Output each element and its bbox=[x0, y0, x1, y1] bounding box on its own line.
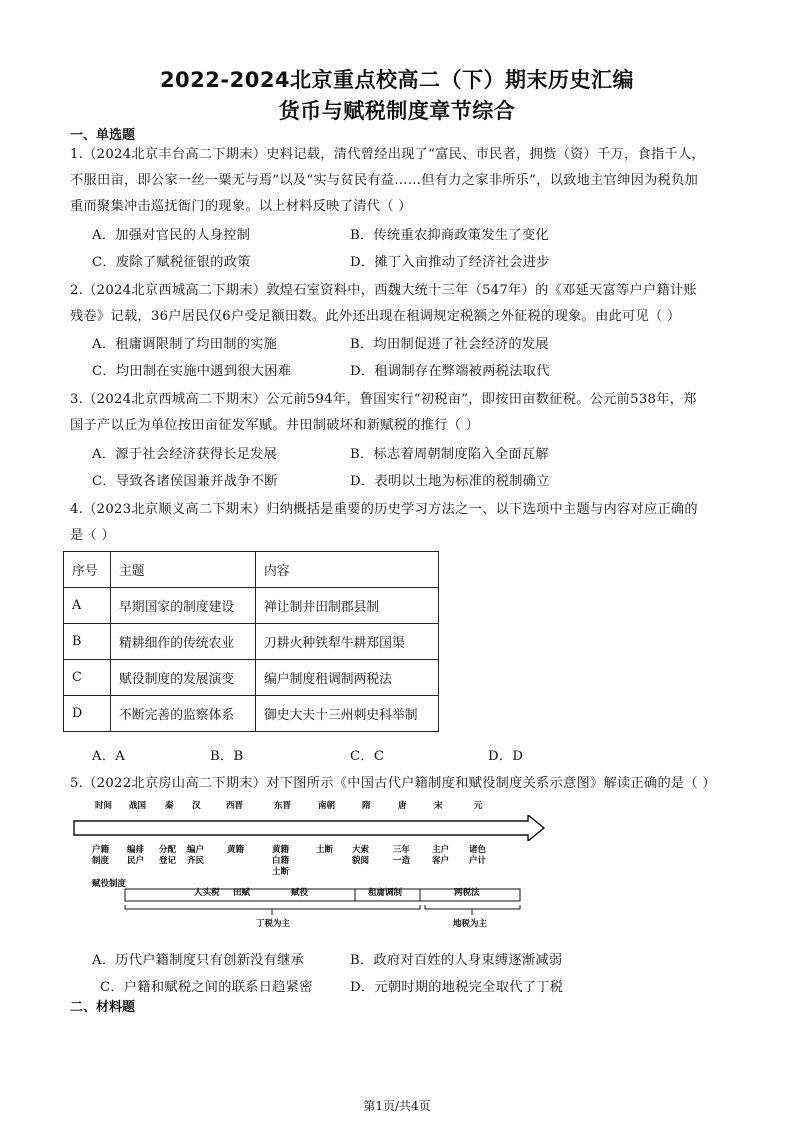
table-cell: C bbox=[64, 660, 111, 696]
diagram-brace-label-left: 丁税为主 bbox=[256, 919, 291, 929]
q3-stem-line1: 3.（2024北京西城高二下期末）公元前594年，鲁国实行“初税亩”，即按田亩数征税。公元前538年，郑 bbox=[70, 392, 697, 407]
table-row bbox=[64, 696, 439, 732]
table-cell: D bbox=[64, 696, 111, 732]
table-cell: 早期国家的制度建设 bbox=[111, 588, 256, 624]
q5-option-c: C．户籍和赋税之间的联系日趋紧密 bbox=[100, 980, 313, 995]
household-tax-diagram bbox=[70, 795, 550, 945]
table-cell: 不断完善的监察体系 bbox=[111, 696, 256, 732]
table-header-row bbox=[64, 552, 439, 588]
table-cell: B bbox=[64, 624, 111, 660]
q5-stem-line1: 5.（2022北京房山高二下期末）对下图所示《中国古代户籍制度和赋役制度关系示意图》解读正确的是（ ） bbox=[70, 776, 716, 791]
diagram-tax-item: 人头税 bbox=[194, 888, 220, 898]
q4-option-a: A．A bbox=[92, 749, 126, 764]
table-cell: 刀耕火种铁犁牛耕郑国渠 bbox=[256, 624, 439, 660]
diagram-era-label: 东晋 bbox=[274, 801, 292, 811]
diagram-tax-item: 赋役 bbox=[291, 888, 309, 898]
q4-option-d: D．D bbox=[488, 749, 524, 764]
diagram-household-label: 大索 貌阅 bbox=[352, 845, 370, 866]
q3-option-b: B．标志着周朝制度陷入全面瓦解 bbox=[350, 447, 549, 462]
diagram-household-label: 户籍 制度 bbox=[92, 845, 110, 866]
diagram-household-label: 土断 bbox=[316, 845, 334, 855]
diagram-era-label: 唐 bbox=[398, 801, 407, 811]
q1-option-c: C．废除了赋税征银的政策 bbox=[92, 255, 251, 270]
diagram-era-label: 汉 bbox=[192, 801, 201, 811]
q4-option-c: C．C bbox=[350, 749, 385, 764]
diagram-tax-item: 两税法 bbox=[454, 888, 480, 898]
q1-stem-line2: 不服田亩，即公家一丝一粟无与焉”以及“实与贫民有益……但有力之家非所乐”，以致地主官绅因为税负加 bbox=[70, 173, 699, 188]
q3-option-c: C．导致各诸侯国兼并战争不断 bbox=[92, 474, 278, 489]
document-subtitle: 货币与赋税制度章节综合 bbox=[278, 99, 516, 123]
table-header-cell: 主题 bbox=[111, 552, 256, 588]
table-cell: 禅让制井田制郡县制 bbox=[256, 588, 439, 624]
q5-option-d: D．元朝时期的地税完全取代了丁税 bbox=[350, 980, 564, 995]
diagram-household-label: 黄籍 bbox=[227, 845, 245, 855]
q5-option-a: A．历代户籍制度只有创新没有继承 bbox=[92, 953, 305, 968]
diagram-era-label: 西晋 bbox=[226, 801, 244, 811]
q1-option-b: B．传统重农抑商政策发生了变化 bbox=[350, 228, 549, 243]
diagram-household-label: 三年 一造 bbox=[393, 845, 411, 866]
q1-stem-line3: 重而聚集冲击巡抚衙门的现象。以上材料反映了清代（ ） bbox=[70, 199, 412, 214]
diagram-household-label: 编排 民户 bbox=[127, 845, 145, 866]
q4-table bbox=[63, 551, 439, 732]
q1-option-a: A．加强对官民的人身控制 bbox=[92, 228, 251, 243]
q3-option-a: A．源于社会经济获得长足发展 bbox=[92, 447, 278, 462]
q1-stem-line1: 1.（2024北京丰台高二下期末）史料记载，清代曾经出现了“富民、市民者，拥赀（资）千万，食指千人， bbox=[70, 147, 705, 162]
q1-option-d: D．摊丁入亩推动了经济社会进步 bbox=[350, 255, 550, 270]
q3-stem-line2: 国子产以丘为单位按田亩征发军赋。井田制破坏和新赋税的推行（ ） bbox=[70, 418, 480, 433]
table-row bbox=[64, 624, 439, 660]
diagram-household-label: 主户 客户 bbox=[432, 845, 450, 866]
diagram-era-label: 战国 bbox=[129, 801, 147, 811]
document-title: 2022-2024北京重点校高二（下）期末历史汇编 bbox=[159, 68, 635, 92]
table-cell: 编户制度租调制两税法 bbox=[256, 660, 439, 696]
diagram-era-label: 南朝 bbox=[318, 801, 336, 811]
q2-option-a: A．租庸调限制了均田制的实施 bbox=[92, 337, 278, 352]
diagram-household-label: 诸色 户计 bbox=[469, 845, 487, 866]
q4-stem-line1: 4.（2023北京顺义高二下期末）归纳概括是重要的历史学习方法之一、以下选项中主题与内容对应正确的 bbox=[70, 502, 698, 517]
q2-option-b: B．均田制促进了社会经济的发展 bbox=[350, 337, 549, 352]
diagram-era-label: 时间 bbox=[95, 801, 113, 811]
table-header-cell: 序号 bbox=[64, 552, 111, 588]
q3-option-d: D．表明以土地为标准的税制确立 bbox=[350, 474, 550, 489]
q2-option-d: D．租调制存在弊端被两税法取代 bbox=[350, 364, 550, 379]
diagram-tax-item: 租庸调制 bbox=[368, 888, 403, 898]
q2-stem-line1: 2.（2024北京西城高二下期末）敦煌石室资料中，西魏大统十三年（547年）的《邓延天富等户户籍计账 bbox=[70, 283, 697, 298]
table-row bbox=[64, 588, 439, 624]
table-cell: 精耕细作的传统农业 bbox=[111, 624, 256, 660]
diagram-tax-item: 田赋 bbox=[233, 888, 251, 898]
table-cell: 赋役制度的发展演变 bbox=[111, 660, 256, 696]
section-heading-material: 二、材料题 bbox=[70, 1000, 136, 1015]
table-header-cell: 内容 bbox=[256, 552, 439, 588]
diagram-brace-label-right: 地税为主 bbox=[453, 919, 488, 929]
diagram-era-label: 隋 bbox=[362, 801, 371, 811]
diagram-era-label: 元 bbox=[474, 801, 483, 811]
diagram-household-label: 黄籍 白籍 土断 bbox=[272, 845, 290, 877]
table-cell: 御史大夫十三州刺史科举制 bbox=[256, 696, 439, 732]
timeline-arrow bbox=[70, 815, 550, 841]
q2-option-c: C．均田制在实施中遇到很大困难 bbox=[92, 364, 292, 379]
q2-stem-line2: 残卷》记载，36户居民仅6户受足额田数。此外还出现在租调规定税额之外征税的现象。由此可见（ ） bbox=[70, 309, 681, 324]
diagram-household-label: 编户 齐民 bbox=[187, 845, 205, 866]
q4-stem-line2: 是（ ） bbox=[70, 528, 115, 543]
diagram-tax-label: 赋役制度 bbox=[92, 879, 127, 889]
q5-option-b: B．政府对百姓的人身束缚逐渐减弱 bbox=[350, 953, 563, 968]
page-number: 第1页/共4页 bbox=[363, 1099, 431, 1113]
diagram-era-label: 宋 bbox=[434, 801, 443, 811]
table-cell: A bbox=[64, 588, 111, 624]
diagram-household-label: 分配 登记 bbox=[159, 845, 177, 866]
diagram-era-label: 秦 bbox=[165, 801, 174, 811]
section-heading-single-choice: 一、单选题 bbox=[70, 128, 136, 143]
q4-option-b: B．B bbox=[210, 749, 244, 764]
table-row bbox=[64, 660, 439, 696]
